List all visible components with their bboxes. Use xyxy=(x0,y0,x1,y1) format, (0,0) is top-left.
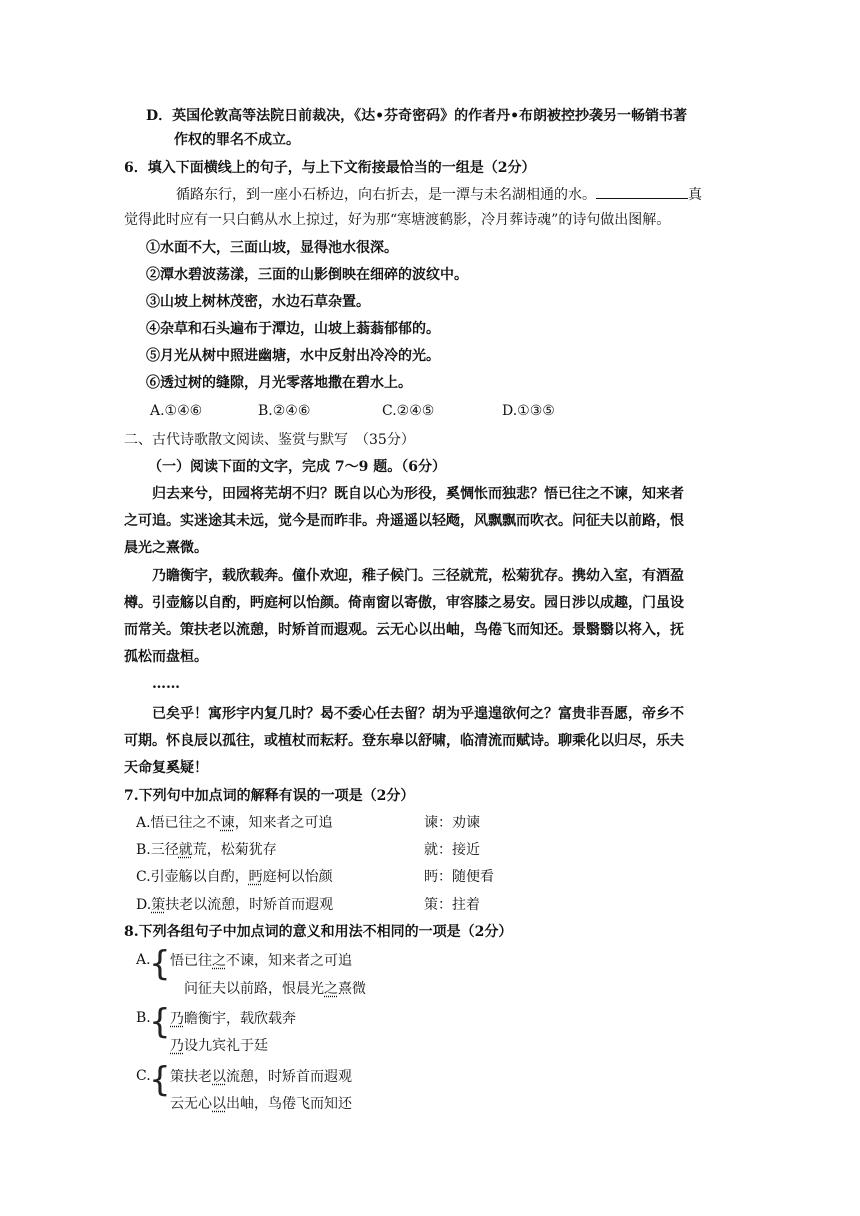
q7-d-post: 扶老以流憩，时矫首而遐观 xyxy=(165,897,334,913)
q8-c-s2-pre: 云无心 xyxy=(170,1096,212,1112)
passage-p2-line-2: 樽。引壶觞以自酌，眄庭柯以怡颜。倚南窗以寄傲，审容膝之易安。园日涉以成趣，门虽设 xyxy=(124,595,684,611)
q8-stem: 8.下列各组句子中加点词的意义和用法不相同的一项是（2分） xyxy=(124,924,513,940)
q8-a-s1-post: 不谏，知来者之可追 xyxy=(226,953,352,969)
q6-passage-line-1 xyxy=(176,184,702,205)
option-d-line-2: 作权的罪名不成立。 xyxy=(174,132,300,148)
q8-b-sentence-1 xyxy=(170,1009,296,1029)
q8-a-s1-dotted-word: 之 xyxy=(212,953,226,969)
q8-a-sentence-1 xyxy=(170,951,352,971)
q7-option-d xyxy=(136,895,333,915)
section-2-heading: 二、古代诗歌散文阅读、鉴赏与默写 （35分） xyxy=(124,432,415,448)
q7-c-pre: C.引壶觞以自酌， xyxy=(136,869,249,885)
q6-choice-b: B.②④⑥ xyxy=(258,403,311,419)
passage-p1-line-2: 之可追。实迷途其未远，觉今是而昨非。舟遥遥以轻飏，风飘飘而吹衣。问征夫以前路，恨 xyxy=(124,513,684,529)
q6-choice-d: D.①③⑤ xyxy=(502,403,555,419)
q7-a-post: ，知来者之可追 xyxy=(234,815,333,831)
q7-d-dotted-word: 策 xyxy=(151,897,166,913)
q7-b-pre: B.三径 xyxy=(136,842,179,858)
passage-p2-line-3: 而常关。策扶老以流憩，时矫首而遐观。云无心以出岫，鸟倦飞而知还。景翳翳以将入，抚 xyxy=(124,622,684,638)
q6-item-2: ②潭水碧波荡漾，三面的山影倒映在细碎的波纹中。 xyxy=(146,267,468,283)
brace-b: { xyxy=(149,1002,171,1042)
q6-passage-line-2: 觉得此时应有一只白鹤从水上掠过，好为那“寒塘渡鹤影，冷月葬诗魂”的诗句做出图解。 xyxy=(124,212,671,228)
q6-passage-a: 循路东行，到一座小石桥边，向右折去，是一潭与未名湖相通的水。 xyxy=(176,187,596,203)
q6-item-1: ①水面不大，三面山坡，显得池水很深。 xyxy=(146,240,398,256)
q8-a-s1-pre: 悟已往 xyxy=(170,953,212,969)
q8-c-sentence-2 xyxy=(170,1094,352,1114)
q6-stem: 6．填入下面横线上的句子，与上下文衔接最恰当的一组是（2分） xyxy=(124,160,536,176)
passage-ellipsis: …… xyxy=(152,676,180,692)
passage-p2-line-4: 孤松而盘桓。 xyxy=(124,649,208,665)
q8-a-s2-pre: 问征夫以前路，恨晨光 xyxy=(184,981,324,997)
q7-b-post: 荒，松菊犹存 xyxy=(192,842,277,858)
q6-item-5: ⑤月光从树中照进幽塘，水中反射出冷冷的光。 xyxy=(146,348,440,364)
q7-gloss-b: 就：接近 xyxy=(424,842,480,858)
q7-option-a xyxy=(136,813,333,833)
passage-p1-line-3: 晨光之熹微。 xyxy=(124,540,208,556)
q8-group-a-label: A. xyxy=(136,952,151,968)
q7-b-dotted-word: 就 xyxy=(178,842,193,858)
q6-passage-b: 真 xyxy=(688,187,702,203)
q8-a-s2-dotted-word: 之 xyxy=(324,981,338,997)
q6-item-6: ⑥透过树的缝隙，月光零落地撒在碧水上。 xyxy=(146,375,412,391)
option-d-line-1: D．英国伦敦高等法院日前裁决，《达•芬奇密码》的作者丹•布朗被控抄袭另一畅销书著 xyxy=(146,108,688,124)
q7-option-b xyxy=(136,840,277,860)
passage-p3-line-2: 可期。怀良辰以孤往，或植杖而耘耔。登东皋以舒啸，临清流而赋诗。聊乘化以归尽，乐夫 xyxy=(124,733,684,749)
section-2-subheading: （一）阅读下面的文字，完成 7～9 题。（6分） xyxy=(148,459,446,475)
brace-a: { xyxy=(149,944,171,984)
q6-item-3: ③山坡上树林茂密，水边石草杂置。 xyxy=(146,294,370,310)
q7-gloss-c: 眄：随便看 xyxy=(424,869,494,885)
passage-p2-line-1: 乃瞻衡宇，载欣载奔。僮仆欢迎，稚子候门。三径就荒，松菊犹存。携幼入室，有酒盈 xyxy=(152,568,684,584)
passage-p1-line-1: 归去来兮，田园将芜胡不归？既自以心为形役，奚惆怅而独悲？悟已往之不谏，知来者 xyxy=(152,486,684,502)
q8-b-s2-dotted-word: 乃 xyxy=(170,1038,184,1054)
q8-c-sentence-1 xyxy=(170,1067,352,1087)
brace-c: { xyxy=(149,1060,171,1100)
q7-c-dotted-word: 眄 xyxy=(248,869,263,885)
passage-p3-line-3: 天命复奚疑！ xyxy=(124,760,208,776)
q8-c-s1-pre: 策扶老 xyxy=(170,1069,212,1085)
q8-group-c-label: C. xyxy=(136,1068,151,1084)
q7-stem: 7.下列句中加点词的解释有误的一项是（2分） xyxy=(124,788,415,804)
q6-item-4: ④杂草和石头遍布于潭边，山坡上蓊蓊郁郁的。 xyxy=(146,321,440,337)
q8-b-s1-post: 瞻衡宇，载欣载奔 xyxy=(184,1011,296,1027)
q7-d-pre: D. xyxy=(136,897,152,913)
q7-a-pre: A.悟已往之不 xyxy=(136,815,221,831)
q7-gloss-a: 谏：劝谏 xyxy=(424,815,480,831)
q8-b-s2-post: 设九宾礼于廷 xyxy=(184,1038,268,1054)
q8-a-sentence-2 xyxy=(184,979,366,999)
q6-choice-a: A.①④⑥ xyxy=(150,403,203,419)
q7-c-post: 庭柯以怡颜 xyxy=(262,869,333,885)
q8-c-s1-post: 流憩，时矫首而遐观 xyxy=(226,1069,352,1085)
q8-c-s1-dotted-word: 以 xyxy=(212,1069,226,1085)
q6-choice-c: C.②④⑤ xyxy=(382,403,435,419)
q8-b-sentence-2 xyxy=(170,1036,268,1056)
q8-c-s2-dotted-word: 以 xyxy=(212,1096,226,1112)
q8-group-b-label: B. xyxy=(136,1010,151,1026)
q7-option-c xyxy=(136,867,333,887)
q7-gloss-d: 策：拄着 xyxy=(424,897,480,913)
fill-blank xyxy=(596,184,688,199)
q8-c-s2-post: 出岫，鸟倦飞而知还 xyxy=(226,1096,352,1112)
passage-p3-line-1: 已矣乎！寓形宇内复几时？曷不委心任去留？胡为乎遑遑欲何之？富贵非吾愿，帝乡不 xyxy=(152,706,684,722)
q8-a-s2-post: 熹微 xyxy=(338,981,366,997)
q7-a-dotted-word: 谏 xyxy=(220,815,235,831)
q8-b-s1-dotted-word: 乃 xyxy=(170,1011,184,1027)
